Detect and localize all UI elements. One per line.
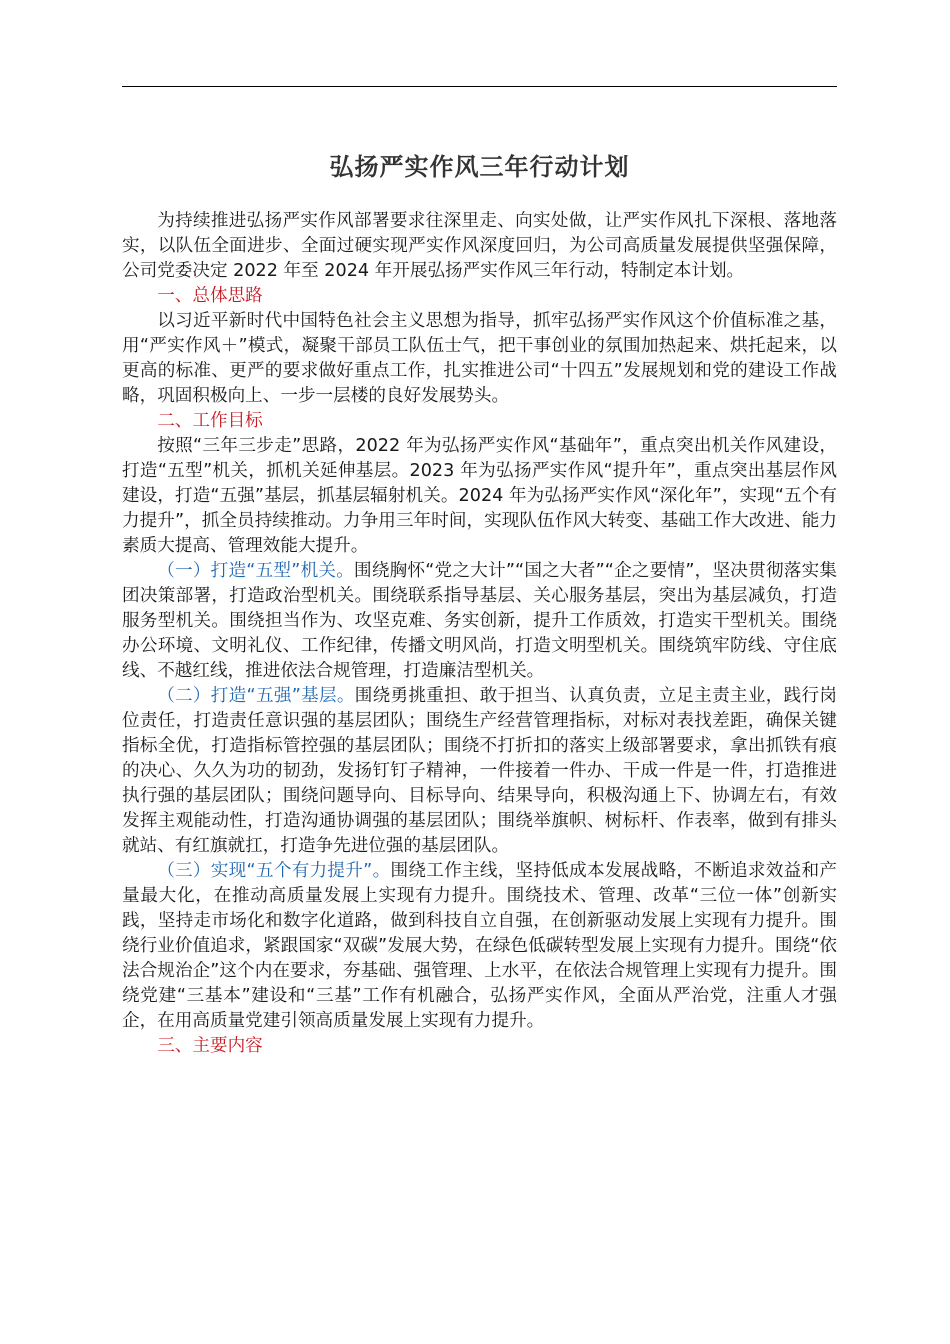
- goal-item-five-type-organs: [122, 559, 837, 684]
- section-heading-overall-approach: 一、总体思路: [157, 286, 263, 306]
- goal-item-text: 围绕工作主线，坚持低成本发展战略，不断追求效益和产量最大化，在推动高质量发展上实现有力提升。围绕技术、管理、改革“三位一体”创新实践，坚持走市场化和数字化道路，做到科技自立自强，在创新驱动发展上实现有力提升。围绕行业价值追求，紧跟国家“双碳”发展大势，在绿色低碳转型发展上实现有力提升。围绕“依法合规治企”这个内在要求，夯基础、强管理、上水平，在依法合规管理上实现有力提升。围绕党建“三基本”建设和“三基”工作有机融合，弘扬严实作风，全面从严治党，注重人才强企，在用高质量党建引领高质量发展上实现有力提升。: [122, 861, 837, 1031]
- header-rule: [122, 86, 837, 87]
- section-heading-main-content: 三、主要内容: [157, 1036, 263, 1056]
- document-title: 弘扬严实作风三年行动计划: [329, 153, 630, 181]
- goal-item-text: 围绕勇挑重担、敢于担当、认真负责，立足主责主业，践行岗位责任，打造责任意识强的基层团队；围绕生产经营管理指标，对标对表找差距，确保关键指标全优，打造指标管控强的基层团队；围绕不打折扣的落实上级部署要求，拿出抓铁有痕的决心、久久为功的韧劲，发扬钉钉子精神，一件接着一件办、干成一件是一件，打造推进执行强的基层团队；围绕问题导向、目标导向、结果导向，积极沟通上下、协调左右，有效发挥主观能动性，打造沟通协调强的基层团队；围绕举旗帜、树标杆、作表率，做到有排头就站、有红旗就扛，打造争先进位强的基层团队。: [122, 686, 837, 856]
- goal-item-label: （一）打造“五型”机关。: [157, 561, 355, 581]
- section-body-overall-approach: 以习近平新时代中国特色社会主义思想为指导，抓牢弘扬严实作风这个价值标准之基，用“严实作风＋”模式，凝聚干部员工队伍士气，把干事创业的氛围加热起来、烘托起来，以更高的标准、更严的要求做好重点工作，扎实推进公司“十四五”发展规划和党的建设工作战略，巩固积极向上、一步一层楼的良好发展势头。: [122, 311, 837, 406]
- document-body: [122, 147, 837, 1059]
- goal-item-label: （三）实现“五个有力提升”。: [157, 861, 391, 881]
- goal-item-five-strong-grassroots: [122, 684, 837, 859]
- goal-item-text: 围绕胸怀“党之大计”“国之大者”“企之要情”，坚决贯彻落实集团决策部署，打造政治型机关。围绕联系指导基层、关心服务基层，突出为基层减负，打造服务型机关。围绕担当作为、攻坚克难、务实创新，提升工作质效，打造实干型机关。围绕办公环境、文明礼仪、工作纪律，传播文明风尚，打造文明型机关。围绕筑牢防线、守住底线、不越红线，推进依法合规管理，打造廉洁型机关。: [122, 561, 837, 681]
- section-heading-work-goals: 二、工作目标: [157, 411, 263, 431]
- section-body-work-goals: 按照“三年三步走”思路，2022 年为弘扬严实作风“基础年”，重点突出机关作风建设，打造“五型”机关，抓机关延伸基层。2023 年为弘扬严实作风“提升年”，重点突出基层作风建设，打造“五强”基层，抓基层辐射机关。2024 年为弘扬严实作风“深化年”，实现“五个有力提升”，抓全员持续推动。力争用三年时间，实现队伍作风大转变、基础工作大改进、能力素质大提高、管理效能大提升。: [122, 436, 837, 556]
- intro-paragraph: 为持续推进弘扬严实作风部署要求往深里走、向实处做，让严实作风扎下深根、落地落实，以队伍全面进步、全面过硬实现严实作风深度回归，为公司高质量发展提供坚强保障，公司党委决定 2022 年至 2024 年开展弘扬严实作风三年行动，特制定本计划。: [122, 211, 837, 281]
- goal-item-label: （二）打造“五强”基层。: [157, 686, 355, 706]
- goal-item-five-improvements: [122, 859, 837, 1034]
